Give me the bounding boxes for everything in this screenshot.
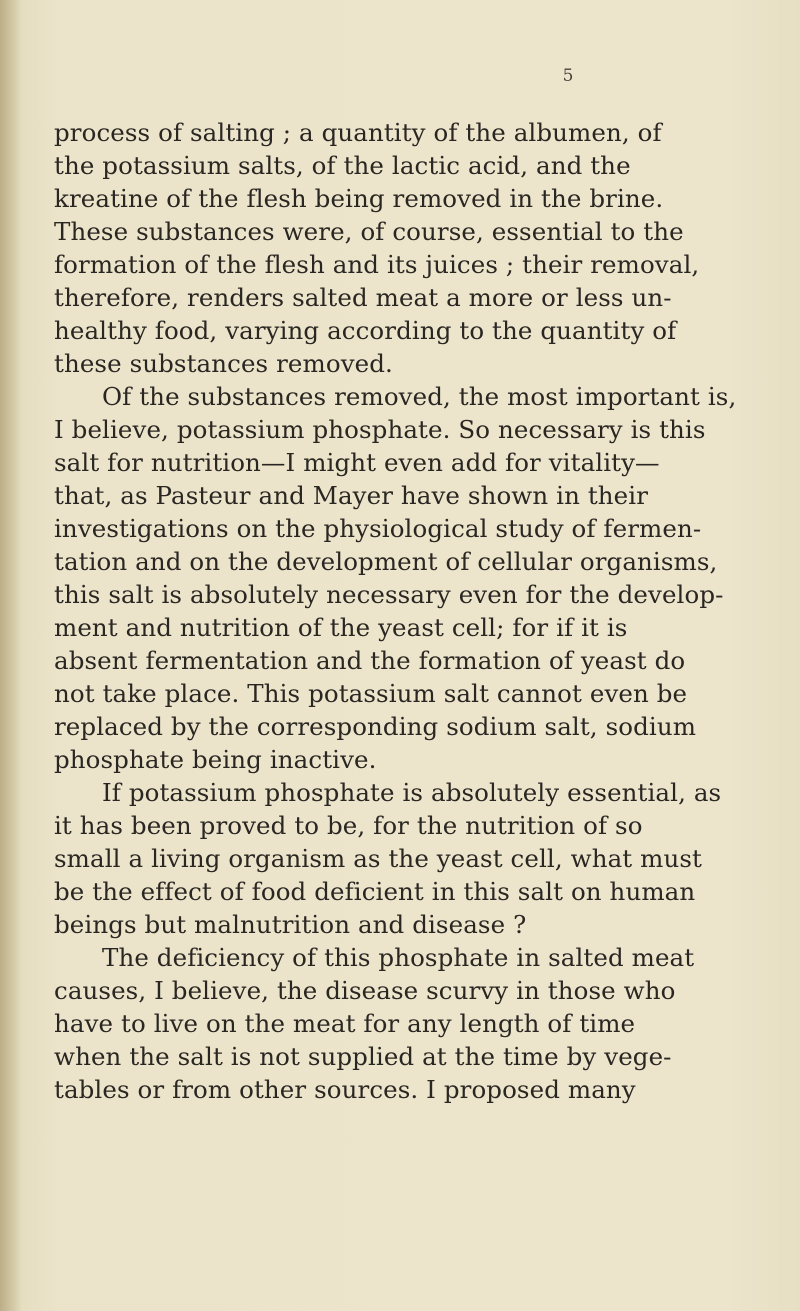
paragraph-start-line: The deficiency of this phosphate in salted meat	[102, 943, 695, 972]
text-line: causes, I believe, the disease scurvy in those who	[54, 976, 676, 1005]
text-line: tables or from other sources. I proposed many	[54, 1075, 636, 1104]
text-line: therefore, renders salted meat a more or less un-	[54, 283, 672, 312]
text-line: not take place. This potassium salt cannot even be	[54, 679, 688, 708]
text-line: have to live on the meat for any length of time	[54, 1009, 636, 1038]
text-line: investigations on the physiological study of fermen-	[54, 514, 702, 543]
text-line: small a living organism as the yeast cell, what must	[54, 844, 702, 873]
text-line: that, as Pasteur and Mayer have shown in their	[54, 481, 649, 510]
text-line: this salt is absolutely necessary even for the develop-	[54, 580, 724, 609]
text-line: the potassium salts, of the lactic acid, and the	[54, 151, 631, 180]
text-line: phosphate being inactive.	[54, 745, 377, 774]
text-line: ment and nutrition of the yeast cell; for if it is	[54, 613, 628, 642]
text-line: process of salting ; a quantity of the albumen, of	[54, 118, 662, 147]
paragraph-start-line: If potassium phosphate is absolutely essential, as	[102, 778, 722, 807]
text-line: healthy food, varying according to the quantity of	[54, 316, 677, 345]
text-line: formation of the flesh and its juices ; their removal,	[54, 250, 700, 279]
page-gutter-shadow	[0, 0, 22, 1311]
page-number: 5	[562, 66, 574, 86]
text-line: replaced by the corresponding sodium salt, sodium	[54, 712, 697, 741]
text-line: these substances removed.	[54, 349, 393, 378]
text-line: beings but malnutrition and disease ?	[54, 910, 527, 939]
text-line: These substances were, of course, essential to the	[54, 217, 684, 246]
paragraph-start-line: Of the substances removed, the most important is,	[102, 382, 737, 411]
text-line: it has been proved to be, for the nutrition of so	[54, 811, 643, 840]
text-line: salt for nutrition—I might even add for vitality—	[54, 448, 660, 477]
text-line: I believe, potassium phosphate. So necessary is this	[54, 415, 706, 444]
text-line: be the effect of food deficient in this salt on human	[54, 877, 696, 906]
text-line: tation and on the development of cellular organisms,	[54, 547, 718, 576]
text-line: kreatine of the flesh being removed in the brine.	[54, 184, 664, 213]
text-line: absent fermentation and the formation of yeast do	[54, 646, 686, 675]
text-line: when the salt is not supplied at the time by vege-	[54, 1042, 672, 1071]
